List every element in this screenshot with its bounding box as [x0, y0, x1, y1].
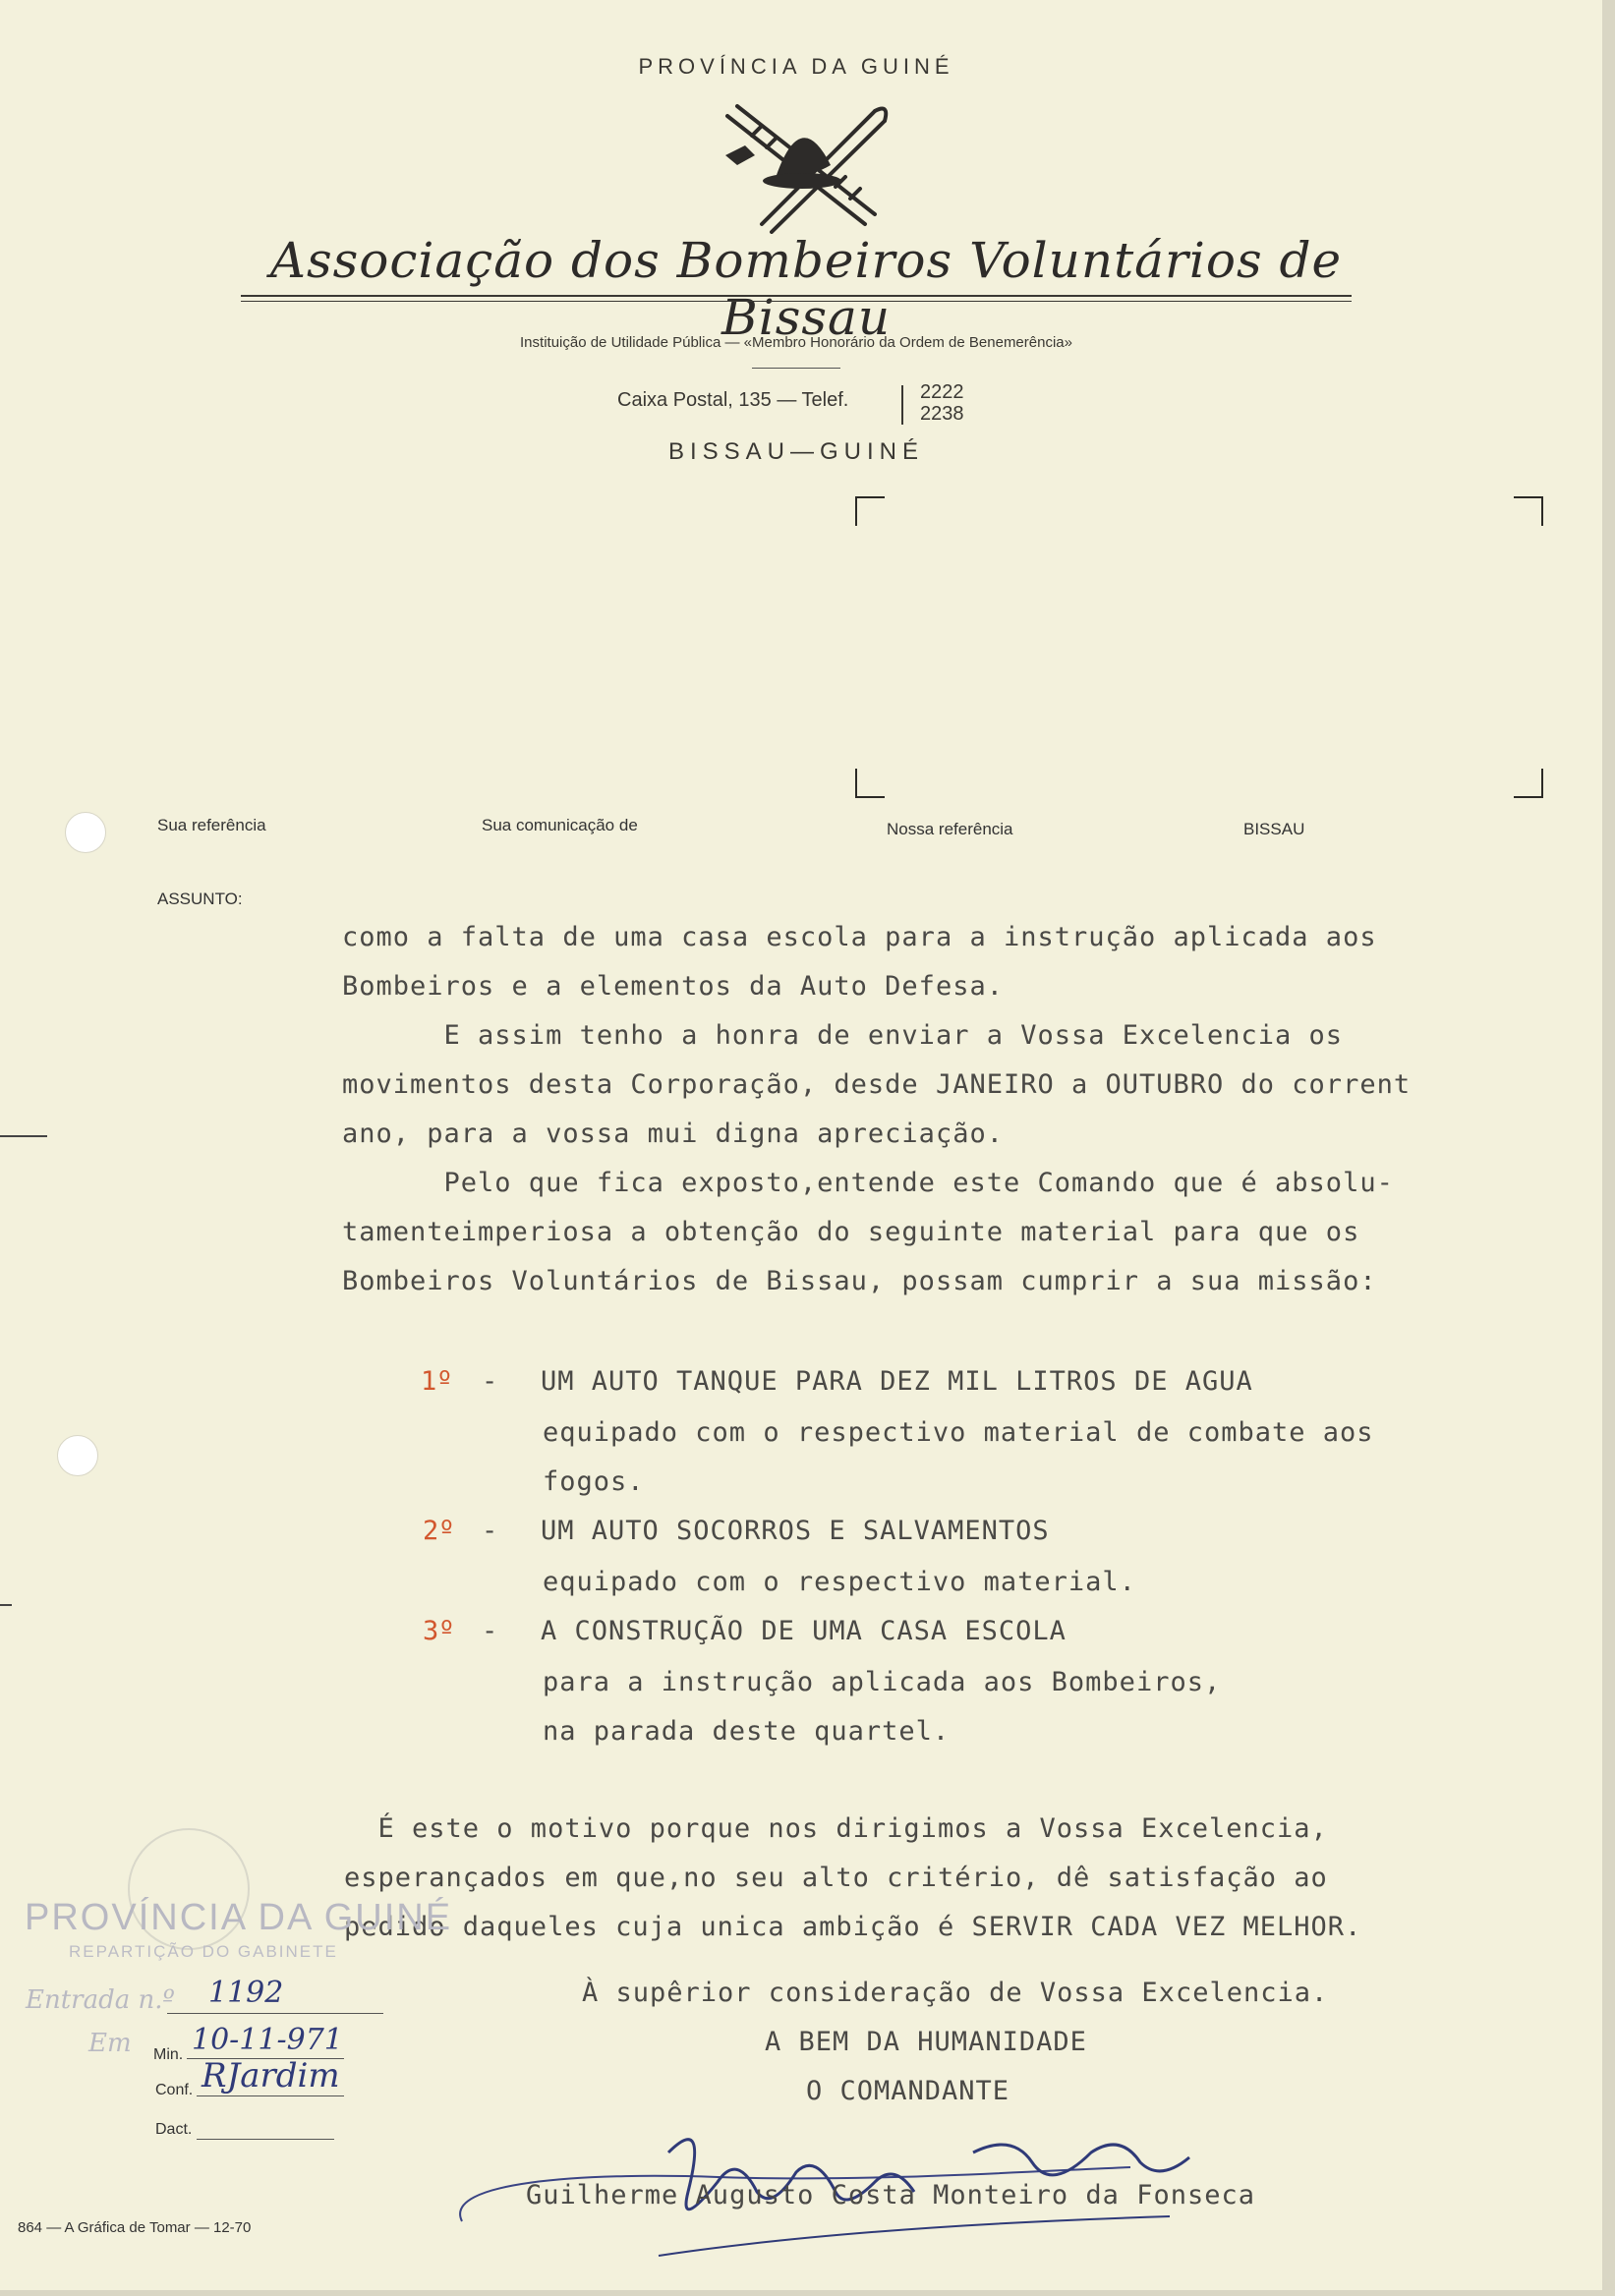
body-line: ano, para a vossa mui digna apreciação.: [342, 1119, 1004, 1149]
rank-line: O COMANDANTE: [806, 2076, 1010, 2106]
subject-label: ASSUNTO:: [157, 890, 243, 908]
conf-line: [197, 2095, 344, 2096]
our-reference-label: Nossa referência: [887, 820, 1013, 838]
consideration-line: À supêrior consideração de Vossa Excelencia.: [582, 1978, 1329, 2008]
dact-line: [197, 2139, 334, 2140]
city-line: BISSAU—GUINÉ: [667, 438, 925, 465]
printer-footer: 864 — A Gráfica de Tomar — 12-70: [18, 2219, 252, 2236]
short-divider: [752, 368, 840, 369]
item-line: fogos.: [543, 1466, 645, 1497]
body-line: tamenteimperiosa a obtenção do seguinte material para que os: [342, 1217, 1360, 1247]
item-number: 3º: [423, 1616, 455, 1646]
item-line: na parada deste quartel.: [543, 1716, 951, 1747]
phone-number-1: 2222: [920, 381, 964, 403]
item-dash: -: [482, 1516, 499, 1546]
address-corner-bottom-left: [855, 769, 885, 798]
address-corner-top-left: [855, 496, 885, 526]
address-corner-top-right: [1514, 496, 1543, 526]
postal-box: Caixa Postal, 135 — Telef.: [617, 389, 849, 411]
header-rule: [241, 295, 1352, 302]
signature-scribble: [423, 2074, 1268, 2280]
item-number: 2º: [423, 1516, 455, 1546]
motto-line: A BEM DA HUMANIDADE: [765, 2027, 1087, 2057]
item-title: UM AUTO TANQUE PARA DEZ MIL LITROS DE AGUA: [541, 1366, 1253, 1397]
entry-line: [167, 2013, 383, 2014]
item-title: A CONSTRUÇÃO DE UMA CASA ESCOLA: [541, 1616, 1067, 1646]
address-corner-bottom-right: [1514, 769, 1543, 798]
conf-label: Conf.: [155, 2082, 194, 2098]
date-label: Em: [88, 2029, 132, 2058]
association-name: Associação dos Bombeiros Voluntários de Bissau: [269, 232, 1343, 346]
stamp-province: PROVÍNCIA DA GUINÉ: [25, 1897, 453, 1938]
punch-hole-top: [65, 812, 106, 853]
min-label: Min.: [153, 2046, 184, 2063]
body-line: Bombeiros Voluntários de Bissau, possam cumprir a sua missão:: [342, 1266, 1377, 1296]
stamp-department: REPARTIÇÃO DO GABINETE: [69, 1942, 338, 1961]
item-line: equipado com o respectivo material.: [543, 1567, 1136, 1597]
firefighter-emblem-icon: [708, 96, 894, 234]
phone-number-2: 2238: [920, 403, 964, 425]
min-date: 10-11-971: [192, 2023, 343, 2057]
item-dash: -: [482, 1616, 499, 1646]
item-number: 1º: [421, 1366, 453, 1397]
body-line: Bombeiros e a elementos da Auto Defesa.: [342, 971, 1004, 1002]
fold-mark: [0, 1135, 47, 1137]
entry-number: 1192: [208, 1976, 284, 2010]
item-dash: -: [482, 1366, 499, 1397]
signatory-name: Guilherme Augusto Costa Monteiro da Fonseca: [526, 2180, 1255, 2210]
item-line: equipado com o respectivo material de combate aos: [543, 1417, 1374, 1448]
body-line: E assim tenho a honra de enviar a Vossa Excelencia os: [342, 1020, 1344, 1051]
punch-hole-bottom: [57, 1435, 98, 1476]
your-reference-label: Sua referência: [157, 816, 266, 834]
closing-line: É este o motivo porque nos dirigimos a Vossa Excelencia,: [344, 1813, 1328, 1844]
entry-label: Entrada n.º: [26, 1985, 175, 2015]
province-header: PROVÍNCIA DA GUINÉ: [638, 54, 954, 79]
fold-mark-small: [0, 1604, 12, 1606]
item-line: para a instrução aplicada aos Bombeiros,: [543, 1667, 1222, 1697]
dact-label: Dact.: [155, 2121, 193, 2138]
city-field-label: BISSAU: [1243, 820, 1305, 838]
body-line: Pelo que fica exposto,entende este Comando que é absolu-: [342, 1168, 1394, 1198]
body-line: movimentos desta Corporação, desde JANEIRO a OUTUBRO do corrent: [342, 1069, 1412, 1100]
item-title: UM AUTO SOCORROS E SALVAMENTOS: [541, 1516, 1050, 1546]
conf-signature: RJardim: [202, 2056, 340, 2095]
body-line: como a falta de uma casa escola para a instrução aplicada aos: [342, 922, 1377, 952]
phone-brace: [901, 385, 909, 425]
closing-line: pedido daqueles cuja unica ambição é SERVIR CADA VEZ MELHOR.: [344, 1912, 1362, 1942]
your-communication-label: Sua comunicação de: [482, 816, 638, 834]
closing-line: esperançados em que,no seu alto critério, dê satisfação ao: [344, 1863, 1328, 1893]
institution-line: Instituição de Utilidade Pública — «Membro Honorário da Ordem de Benemerência»: [520, 334, 1072, 351]
